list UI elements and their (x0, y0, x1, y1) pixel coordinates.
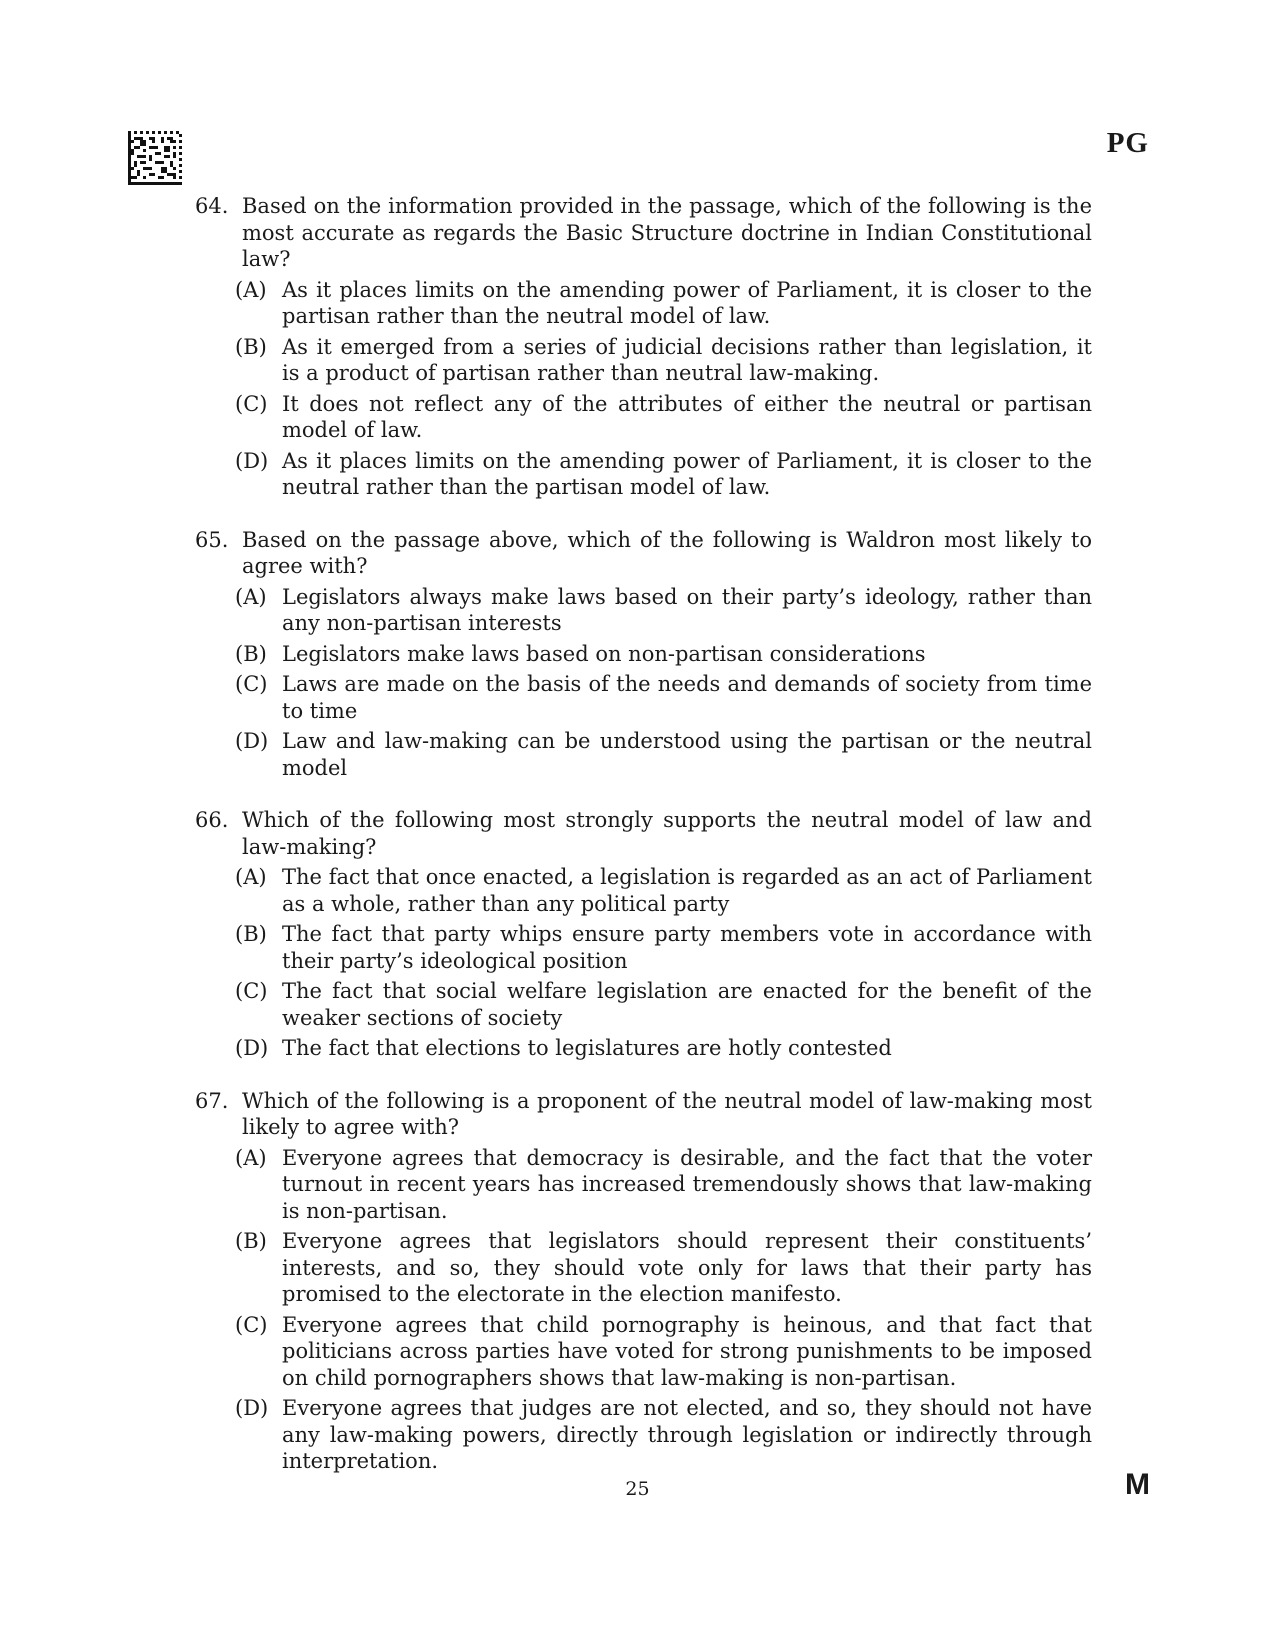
option-letter: (A) (235, 277, 267, 302)
option-d (195, 728, 1092, 781)
option-text: The fact that elections to legislatures are hotly contested (282, 1036, 892, 1060)
option-letter: (A) (235, 584, 267, 609)
option-text: Legislators always make laws based on their party’s ideology, rather than any non-partisan interests (282, 584, 1092, 635)
footer-series-code: M (1125, 1468, 1150, 1501)
option-letter: (B) (235, 334, 267, 359)
question-text: Based on the information provided in the passage, which of the following is the most accurate as regards the Basic Structure doctrine in Indian Constitutional law? (242, 194, 1092, 271)
option-b (195, 921, 1092, 974)
option-c (195, 391, 1092, 444)
question-65 (195, 527, 1092, 782)
option-a (195, 1145, 1092, 1225)
option-letter: (C) (235, 1312, 268, 1337)
question-text: Which of the following most strongly supports the neutral model of law and law-making? (242, 808, 1092, 859)
question-66 (195, 807, 1092, 1062)
question-67 (195, 1088, 1092, 1475)
option-d (195, 1395, 1092, 1475)
option-text: Everyone agrees that judges are not elected, and so, they should not have any law-making powers, directly through legislation or indirectly through interpretation. (282, 1396, 1092, 1473)
option-text: Laws are made on the basis of the needs and demands of society from time to time (282, 672, 1092, 723)
option-letter: (A) (235, 865, 267, 889)
option-letter: (C) (235, 391, 268, 416)
option-text: As it emerged from a series of judicial decisions rather than legislation, it is a product of partisan rather than neutral law-making. (282, 334, 1092, 385)
question-number: 65. (195, 527, 229, 552)
option-d (195, 448, 1092, 501)
question-number: 66. (195, 808, 229, 832)
option-c (195, 978, 1092, 1031)
option-text: It does not reflect any of the attributes of either the neutral or partisan model of law. (282, 391, 1092, 442)
option-list (235, 584, 1092, 782)
question-list (195, 193, 1092, 1501)
option-text: As it places limits on the amending power of Parliament, it is closer to the partisan rather than the neutral model of law. (282, 277, 1092, 328)
option-text: Everyone agrees that democracy is desirable, and the fact that the voter turnout in recent years has increased tremendously shows that law-making is non-partisan. (282, 1145, 1092, 1223)
option-letter: (B) (235, 641, 267, 666)
question-text: Which of the following is a proponent of the neutral model of law-making most likely to agree with? (242, 1088, 1092, 1139)
option-letter: (B) (235, 1229, 267, 1253)
option-text: Law and law-making can be understood using the partisan or the neutral model (282, 729, 1092, 780)
option-text: Everyone agrees that child pornography is heinous, and that fact that politicians across parties have voted for strong punishments to be imposed on child pornographers shows that law-making is non-partisan. (282, 1312, 1092, 1390)
option-letter: (D) (235, 1396, 269, 1420)
option-d (195, 1035, 1092, 1062)
option-b (195, 641, 1092, 668)
option-letter: (D) (235, 1036, 269, 1060)
option-a (195, 277, 1092, 330)
option-letter: (D) (235, 448, 269, 473)
option-text: The fact that party whips ensure party members vote in accordance with their party’s ideological position (282, 922, 1092, 973)
question-number: 67. (195, 1088, 229, 1113)
question-number: 64. (195, 194, 229, 218)
option-c (195, 1312, 1092, 1392)
option-letter: (C) (235, 979, 268, 1003)
option-b (195, 1228, 1092, 1308)
option-letter: (B) (235, 922, 267, 946)
option-a (195, 584, 1092, 637)
option-text: The fact that social welfare legislation are enacted for the benefit of the weaker sections of society (282, 979, 1092, 1030)
option-letter: (C) (235, 672, 268, 696)
page-number: 25 (625, 1478, 650, 1500)
header-booklet-code: PG (1106, 127, 1149, 159)
option-text: Everyone agrees that legislators should represent their constituents’ interests, and so, they should vote only for laws that their party has promised to the electorate in the election manifesto. (282, 1229, 1092, 1306)
option-letter: (A) (235, 1145, 267, 1170)
option-a (195, 864, 1092, 917)
option-text: The fact that once enacted, a legislation is regarded as an act of Parliament as a whole, rather than any political party (282, 865, 1092, 916)
option-list (235, 1145, 1092, 1475)
option-letter: (D) (235, 729, 269, 753)
question-text: Based on the passage above, which of the following is Waldron most likely to agree with? (242, 527, 1092, 578)
option-c (195, 671, 1092, 724)
option-text: As it places limits on the amending power of Parliament, it is closer to the neutral rather than the partisan model of law. (282, 448, 1092, 499)
option-b (195, 334, 1092, 387)
question-64 (195, 193, 1092, 501)
option-list (235, 864, 1092, 1062)
option-text: Legislators make laws based on non-partisan considerations (282, 641, 926, 666)
option-list (235, 277, 1092, 501)
data-matrix-code (128, 131, 182, 185)
